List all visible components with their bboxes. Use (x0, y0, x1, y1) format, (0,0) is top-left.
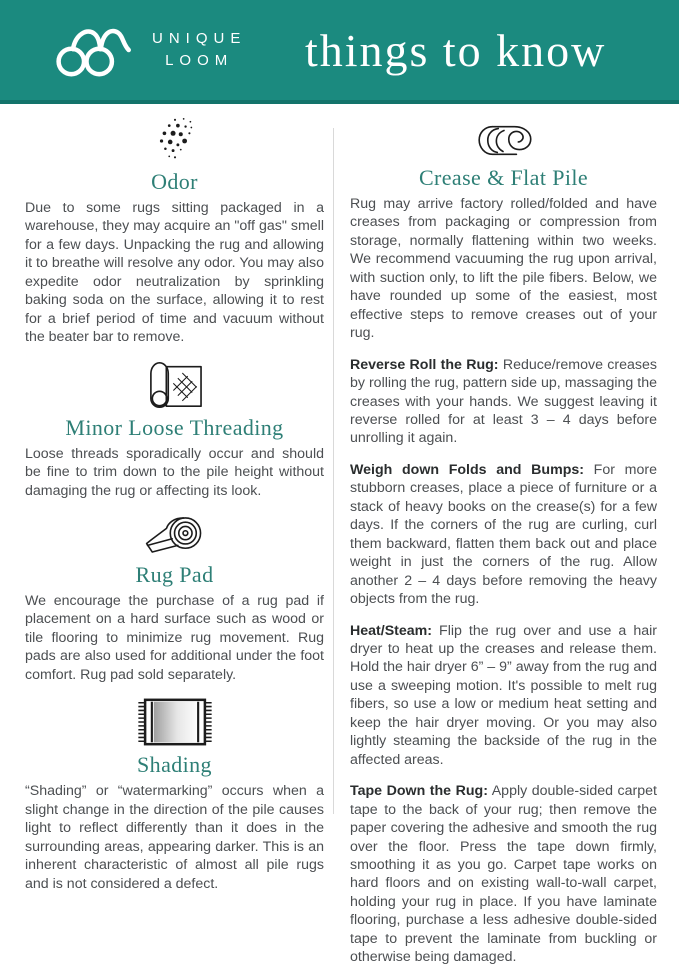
section-body-crease-flat-pile: Rug may arrive factory rolled/folded and have creases from packaging or compression from storage, normally flattening within two weeks. We recommend vacuuming the rug upon arrival, with suction only, to lift the pile fibers. Below, we have rounded up some of the easiest, most effective steps to remove creases out of your rug. (350, 196, 657, 342)
tip-body-weigh-down: For more stubborn creases, place a piece of furniture or a stack of heavy books on the crease(s) for a few days. If the corners of the rug are curling, curl them backward, flatten them back out and place weight in just the corners of the rug. Allow another 2 – 4 days before removing the heavy objects from the rug. (350, 461, 657, 608)
section-body-odor: Due to some rugs sitting packaged in a warehouse, they may acquire an "off gas" smell for a few days. Unpacking the rug and allowing it to breathe will resolve any odor. You may also expedite odor neutralization by sprinkling baking soda on the surface, allowing it to rest for a brief period of time and vacuum without the beater bar to remove. (25, 200, 324, 346)
tip-label-tape-down: Tape Down the Rug: (350, 783, 488, 800)
unique-loom-logo-icon (50, 18, 132, 82)
tip-tape-down (350, 782, 657, 967)
brand-line-loom: LOOM (165, 52, 234, 69)
tip-body-heat-steam: Flip the rug over and use a hair dryer to heat up the creases and release them. Hold the hair dryer 6” – 9” away from the rug and use a sweeping motion. It's possible to melt rug fibers, so use a low or medium heat setting and keep the hair dryer moving. Or you may also lightly steaming the backside of the rug in the affected areas. (350, 622, 657, 768)
tip-reverse-roll (350, 356, 657, 448)
section-odor (25, 116, 324, 347)
right-column (334, 116, 679, 966)
tip-label-reverse-roll: Reverse Roll the Rug: (350, 356, 499, 373)
section-crease-flat-pile (350, 120, 657, 343)
fringed-rug-icon (25, 695, 324, 749)
rolled-rug-spiral-icon (350, 120, 657, 162)
brand-line-unique: UNIQUE (152, 29, 247, 47)
header-banner (0, 0, 679, 104)
tip-label-weigh-down: Weigh down Folds and Bumps: (350, 461, 584, 478)
tip-body-tape-down: Apply double-sided carpet tape to the back of your rug; then remove the paper covering the adhesive and smooth the rug over the floor. Press the tape down firmly, smoothing it as you go. Carpet tape works on hard floors and on existing wall-to-wall carpet, holding your rug in place. If you have laminate flooring, purchase a less adhesive double-sided tape to prevent the laminate from buckling or otherwise being damaged. (350, 783, 657, 966)
section-heading-odor: Odor (151, 169, 198, 194)
odor-specks-icon (25, 116, 324, 166)
left-column (0, 116, 333, 892)
content-area (0, 104, 679, 966)
section-heading-rug-pad: Rug Pad (135, 561, 214, 587)
brand-logo-group (50, 18, 246, 82)
brand-wordmark (146, 28, 246, 73)
tip-heat-steam (350, 622, 657, 770)
section-rug-pad (25, 511, 324, 684)
section-body-minor-loose-threading: Loose threads sporadically occur and should be fine to trim down to the pile height without damaging the rug or affecting its look. (25, 445, 324, 499)
section-minor-loose-threading (25, 358, 324, 500)
section-heading-crease-flat-pile: Crease & Flat Pile (418, 165, 589, 190)
section-body-rug-pad: We encourage the purchase of a rug pad if placement on a hard surface such as wood or tile flooring to minimize rug movement. Rug pads are also used for additional under the foot comfort. Rug pad sold separately. (25, 592, 324, 683)
tip-label-heat-steam: Heat/Steam: (350, 622, 433, 639)
section-heading-shading: Shading (137, 752, 212, 778)
tip-weigh-down (350, 461, 657, 609)
page-title: things to know (304, 24, 607, 76)
section-heading-minor-loose-threading: Minor Loose Threading (65, 414, 284, 440)
rolled-rug-crosshatch-icon (25, 358, 324, 412)
section-body-shading: “Shading” or “watermarking” occurs when a slight change in the direction of the pile causes light to reflect differently than it does in the surrounding areas, appearing darker. This is an inherent characteristic of almost all pile rugs and is not considered a defect. (25, 783, 324, 892)
tip-body-reverse-roll: Reduce/remove creases by rolling the rug, pattern side up, massaging the creases with your hands. We suggest leaving it reverse rolled for at least 3 – 4 days before unrolling it again. (350, 356, 657, 447)
rug-roll-icon (25, 511, 324, 559)
section-shading (25, 695, 324, 893)
